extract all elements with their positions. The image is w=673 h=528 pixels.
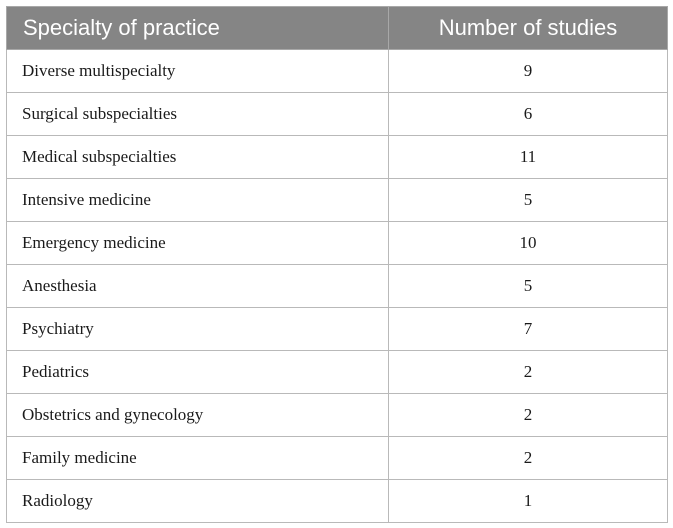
specialty-table-container — [6, 6, 667, 523]
specialty-cell: Surgical subspecialties — [7, 93, 389, 136]
table-row — [7, 351, 668, 394]
study-count-cell: 5 — [389, 265, 668, 308]
specialty-cell: Medical subspecialties — [7, 136, 389, 179]
specialty-cell: Obstetrics and gynecology — [7, 394, 389, 437]
table-row — [7, 93, 668, 136]
study-count-cell: 5 — [389, 179, 668, 222]
table-body — [7, 50, 668, 523]
table-header — [7, 7, 668, 50]
table-row — [7, 437, 668, 480]
table-row — [7, 308, 668, 351]
table-row — [7, 265, 668, 308]
table-row — [7, 222, 668, 265]
specialty-cell: Intensive medicine — [7, 179, 389, 222]
specialty-cell: Diverse multispecialty — [7, 50, 389, 93]
header-row — [7, 7, 668, 50]
study-count-cell: 10 — [389, 222, 668, 265]
study-count-cell: 2 — [389, 394, 668, 437]
table-row — [7, 179, 668, 222]
table-row — [7, 136, 668, 179]
specialty-studies-table — [6, 6, 668, 523]
specialty-cell: Emergency medicine — [7, 222, 389, 265]
study-count-cell: 2 — [389, 351, 668, 394]
table-row — [7, 480, 668, 523]
study-count-cell: 2 — [389, 437, 668, 480]
table-row — [7, 50, 668, 93]
study-count-cell: 11 — [389, 136, 668, 179]
study-count-cell: 7 — [389, 308, 668, 351]
specialty-cell: Pediatrics — [7, 351, 389, 394]
specialty-cell: Family medicine — [7, 437, 389, 480]
study-count-cell: 6 — [389, 93, 668, 136]
specialty-cell: Radiology — [7, 480, 389, 523]
specialty-cell: Psychiatry — [7, 308, 389, 351]
table-row — [7, 394, 668, 437]
study-count-cell: 1 — [389, 480, 668, 523]
header-number-of-studies: Number of studies — [389, 7, 668, 50]
header-specialty: Specialty of practice — [7, 7, 389, 50]
study-count-cell: 9 — [389, 50, 668, 93]
specialty-cell: Anesthesia — [7, 265, 389, 308]
